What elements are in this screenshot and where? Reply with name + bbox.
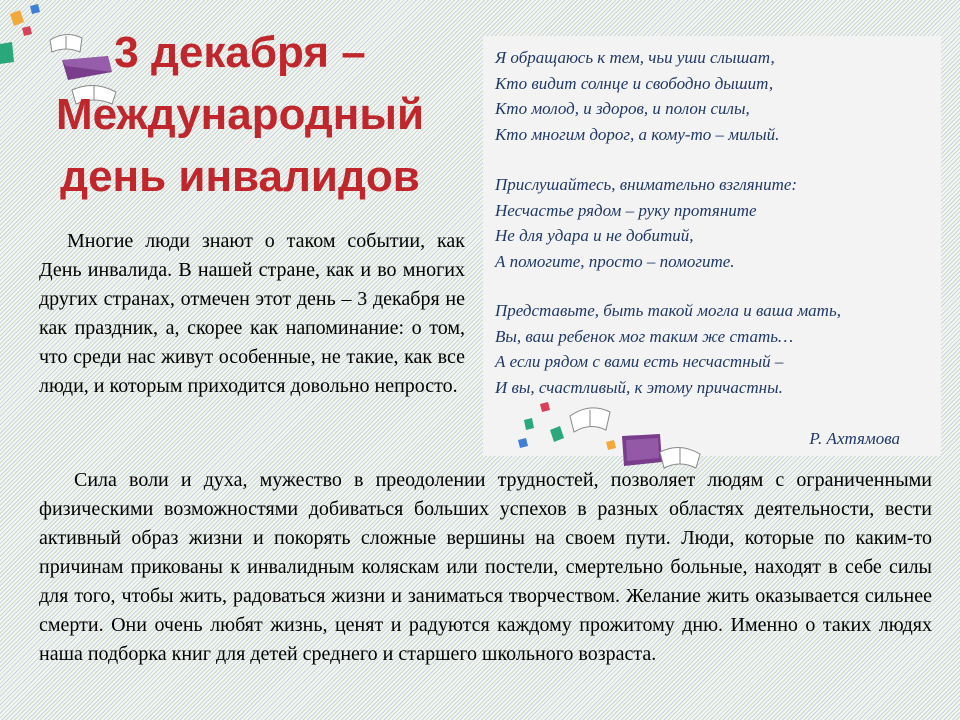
poem-box [483,36,941,456]
book-icon [622,434,662,466]
poem-line: А помогите, просто – помогите. [495,251,735,271]
intro-paragraph: Многие люди знают о таком событии, как День инвалида. В нашей стране, как и во многих других странах, отмечен этот день – 3 декабря не как праздник, а, скорее как напоминание: о том, что среди нас живут особенные, не такие, как все люди, и которым приходится довольно непросто. [39,230,465,397]
poem-line: А если рядом с вами есть несчастный – [495,352,784,371]
poem-line: Не для удара и не добитий, [495,226,694,245]
poem-stanza [495,45,779,147]
open-book-icon [660,447,700,468]
poem-line: Кто видит солнце и свободно дышит, [495,73,774,93]
poem-line: Несчастье рядом – руку протяните [495,200,757,220]
poem-line: Представьте, быть такой могла и ваша мать, [495,301,841,320]
poem-line: Кто многим дорог, а кому-то – милый. [495,124,780,144]
title-line: 3 декабря – [114,28,366,77]
poem-author: Р. Ахтямова [809,429,900,448]
poem-stanza [495,172,797,274]
page-title [20,22,460,208]
poem-line: Кто молод, и здоров, и полон силы, [495,99,750,118]
poem-line: Вы, ваш ребенок мог таким же стать… [495,326,794,346]
poem-line: Прислушайтесь, внимательно взгляните: [495,175,798,194]
poem-line: И вы, счастливый, к этому причастны. [495,377,783,397]
book-icon [0,42,14,64]
poem-line: Я обращаюсь к тем, чьи уши слышат, [495,48,775,67]
poem-stanza [495,298,841,400]
open-book-icon [570,408,610,432]
title-line: Международный [55,90,425,139]
title-line: день инвалидов [60,152,420,201]
main-paragraph: Сила воли и духа, мужество в преодолении трудностей, позволяет людям с ограниченными физическими возможностями добиваться больших успехов в разных областях деятельности, вести активный образ жизни и покорять сложные вершины на своем пути. Люди, которые по каким-то причинам прикованы к инвалидным коляскам или постели, смертельно больные, находят в себе силы для того, чтобы жить, радоваться жизни и заниматься творчеством. Желание жить оказывается сильнее смерти. Они очень любят жизнь, ценят и радуются каждому прожитому дню. Именно о таких людях наша подборка книг для детей среднего и старшего школьного возраста. [39,469,932,665]
